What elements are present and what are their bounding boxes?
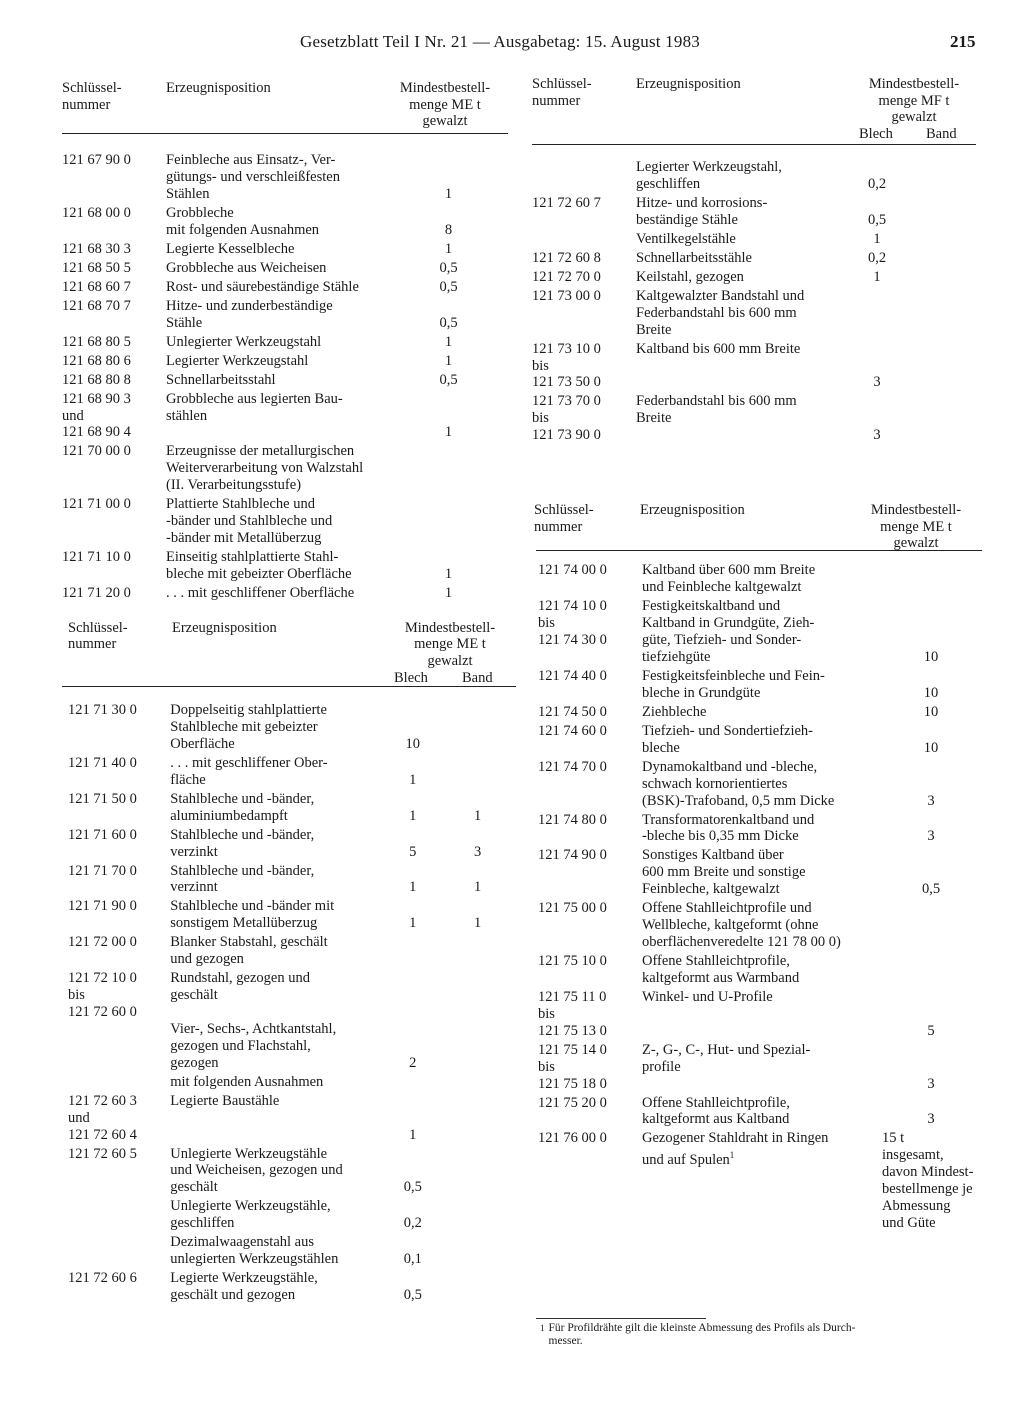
product-name: mit folgenden Ausnahmen <box>170 1073 324 1090</box>
min-order-value: 10 <box>923 648 939 665</box>
table-row <box>68 898 512 934</box>
key-number: 121 74 70 0 <box>538 758 607 775</box>
table-row <box>62 205 471 241</box>
key-number: 121 71 30 0 <box>68 701 137 718</box>
min-order-value: 0,5 <box>403 1287 422 1304</box>
product-name: Keilstahl, gezogen <box>636 268 744 285</box>
product-name: Schnellarbeitsstähle <box>636 249 752 266</box>
header-min-order-mf: Mindestbestell- menge MF t gewalzt <box>868 76 960 125</box>
min-order-value: 1 <box>409 879 417 896</box>
key-number: 121 68 70 7 <box>62 297 131 314</box>
key-number: 121 71 90 0 <box>68 898 137 915</box>
key-number: 121 75 14 0 bis 121 75 18 0 <box>538 1041 607 1092</box>
table-row <box>62 241 471 260</box>
min-order-value: 2 <box>409 1054 417 1071</box>
table-row <box>532 393 978 446</box>
table-row <box>62 353 471 372</box>
min-order-value: 1 <box>444 240 453 257</box>
min-order-value: 3 <box>873 374 881 391</box>
min-order-value: 15 t insgesamt, davon Mindest- bestellmenge je Abmessung und Güte <box>882 1130 974 1231</box>
table-row <box>62 549 471 585</box>
header-product: Erzeugnisposition <box>636 76 741 92</box>
key-number: 121 68 50 5 <box>62 259 131 276</box>
band-value <box>443 1074 512 1093</box>
key-number: 121 71 60 0 <box>68 826 137 843</box>
table-row <box>62 334 471 353</box>
header-key: Schlüssel- nummer <box>532 76 592 109</box>
min-order-value: 0,5 <box>921 881 941 898</box>
band-value <box>908 159 978 195</box>
min-order-value <box>878 953 984 989</box>
min-order-value <box>846 288 908 341</box>
table-row <box>538 1095 984 1131</box>
table-row <box>62 298 471 334</box>
table-row <box>532 269 978 288</box>
table-row <box>532 159 978 195</box>
table-c-body <box>532 159 978 446</box>
product-name: Legierter Werkzeugstahl, geschliffen <box>636 159 782 192</box>
key-number: 121 68 30 3 <box>62 240 131 257</box>
product-name: Erzeugnisse der metallurgischen Weiterverarbeitung von Walzstahl (II. Verarbeitungsstufe) <box>166 443 364 494</box>
min-order-value: 5 <box>409 843 417 860</box>
key-number: 121 72 60 8 <box>532 249 601 266</box>
key-number: 121 68 80 5 <box>62 333 131 350</box>
product-name: Kaltgewalzter Bandstahl und Federbandstahl bis 600 mm Breite <box>636 287 805 338</box>
band-value <box>443 1270 512 1306</box>
min-order-value: 10 <box>923 703 939 720</box>
product-name: . . . mit geschliffener Oberfläche <box>166 584 355 601</box>
key-number <box>68 1074 170 1093</box>
band-value: 1 <box>474 915 482 932</box>
table-row <box>538 1042 984 1095</box>
table-d <box>532 502 984 1234</box>
key-number: 121 72 60 3 und 121 72 60 4 <box>68 1092 137 1143</box>
key-number: 121 68 80 6 <box>62 352 131 369</box>
table-row <box>532 250 978 269</box>
min-order-value: 0,5 <box>439 371 458 388</box>
band-value <box>908 341 978 394</box>
key-number <box>68 1234 170 1270</box>
min-order-value: 3 <box>927 828 935 845</box>
page-number: 215 <box>950 32 976 51</box>
header-min-order: Mindestbestell- menge ME t gewalzt <box>404 619 496 669</box>
table-a-body <box>62 152 471 604</box>
key-number: 121 72 60 6 <box>68 1270 137 1287</box>
product-name: Festigkeitsfeinbleche und Fein- bleche in Grundgüte <box>642 667 825 701</box>
table-row <box>68 1093 512 1146</box>
product-name: Rost- und säurebeständige Stähle <box>166 278 359 295</box>
min-order-value: 10 <box>923 684 939 701</box>
header-key: Schlüssel- nummer <box>68 619 128 653</box>
table-row <box>538 900 984 953</box>
band-value <box>443 1093 512 1146</box>
table-row <box>68 970 512 1074</box>
table-row <box>68 1234 512 1270</box>
footnote-text: Für Profildrähte gilt die kleinste Abmessung des Profils als Durch- messer. <box>548 1322 856 1347</box>
key-number: 121 71 00 0 <box>62 496 131 513</box>
min-order-value: 0,1 <box>403 1251 422 1268</box>
min-order-value: 0,2 <box>403 1215 422 1232</box>
product-name: Stahlbleche und -bänder, verzinkt <box>170 826 315 860</box>
product-name: Transformatorenkaltband und -bleche bis 0,35 mm Dicke <box>642 811 815 845</box>
footnote-rule <box>536 1318 706 1319</box>
min-order-value: 1 <box>873 268 881 285</box>
product-name: Blanker Stabstahl, geschält und gezogen <box>170 934 328 968</box>
key-number: 121 70 00 0 <box>62 443 131 460</box>
table-b-header <box>62 620 512 684</box>
product-name: Offene Stahlleichtprofile, kaltgeformt aus Warmband <box>642 953 800 986</box>
product-name: Kaltband über 600 mm Breite und Feinbleche kaltgewalzt <box>642 562 816 596</box>
product-name: Z-, G-, C-, Hut- und Spezial- profile <box>642 1041 811 1075</box>
product-name: Sonstiges Kaltband über 600 mm Breite und sonstige Feinbleche, kaltgewalzt <box>642 847 806 898</box>
product-name: Schnellarbeitsstahl <box>166 371 276 388</box>
product-name: Legierter Werkzeugstahl <box>166 352 309 369</box>
table-row <box>62 391 471 444</box>
min-order-value: 1 <box>444 185 453 202</box>
table-c-header <box>532 76 984 144</box>
min-order-value: 10 <box>923 739 939 756</box>
table-row <box>538 562 984 598</box>
band-value <box>443 1234 512 1270</box>
min-order-value: 0,5 <box>439 314 458 331</box>
key-number: 121 71 50 0 <box>68 790 137 807</box>
header-product: Erzeugnisposition <box>640 502 745 519</box>
product-name: Kaltband bis 600 mm Breite <box>636 340 801 357</box>
key-number: 121 73 00 0 <box>532 287 601 304</box>
band-value <box>443 702 512 755</box>
footnote-ref: 1 <box>729 1150 735 1161</box>
min-order-value: 1 <box>409 771 417 788</box>
product-name: Stahlbleche und -bänder, aluminiumbedampft <box>170 790 315 824</box>
product-name: Hitze- und korrosions- beständige Stähle <box>636 194 768 228</box>
table-row <box>68 1270 512 1306</box>
product-name: Dynamokaltband und -bleche, schwach kornorientiertes (BSK)-Trafoband, 0,5 mm Dicke <box>642 758 835 809</box>
header-min-order: Mindestbestell- menge ME t gewalzt <box>399 80 491 129</box>
table-d-body <box>538 562 984 1234</box>
product-name: Feinbleche aus Einsatz-, Ver- gütungs- und verschleißfesten Stählen <box>166 152 340 202</box>
table-row <box>62 443 471 496</box>
min-order-value: 0,2 <box>867 175 887 192</box>
table-row <box>538 704 984 723</box>
product-name: Stahlbleche und -bänder, verzinnt <box>170 862 315 896</box>
band-value <box>908 231 978 250</box>
key-number: 121 74 60 0 <box>538 722 607 739</box>
table-d-header <box>532 502 984 550</box>
key-number: 121 68 60 7 <box>62 278 131 295</box>
table-row <box>538 668 984 704</box>
key-number: 121 68 90 3 und 121 68 90 4 <box>62 390 131 441</box>
table-row <box>538 989 984 1042</box>
key-number <box>532 231 636 250</box>
table-row <box>538 812 984 848</box>
page-header <box>0 32 1024 56</box>
key-number: 121 72 60 7 <box>532 194 601 211</box>
band-value <box>908 269 978 288</box>
right-column <box>532 76 984 1347</box>
min-order-value <box>426 443 471 496</box>
product-name: Doppelseitig stahlplattierte Stahlbleche mit gebeizter Oberfläche <box>170 701 327 752</box>
table-row <box>62 279 471 298</box>
product-name: Plattierte Stahlbleche und -bänder und Stahlbleche und -bänder mit Metallüberzug <box>166 496 333 547</box>
key-number: 121 67 90 0 <box>62 152 131 168</box>
band-value <box>908 250 978 269</box>
product-name: Offene Stahlleichtprofile und Wellbleche, kaltgeformt (ohne oberflächenveredelte 121 78 00 0) <box>642 900 841 951</box>
product-name: Ventilkegelstähle <box>636 230 736 247</box>
key-number: 121 74 40 0 <box>538 667 607 684</box>
min-order-value: 1 <box>444 333 453 350</box>
table-row <box>538 723 984 759</box>
header-product: Erzeugnisposition <box>166 80 271 96</box>
table-row <box>62 585 471 604</box>
key-number: 121 75 10 0 <box>538 953 607 970</box>
key-number: 121 73 70 0 bis 121 73 90 0 <box>532 393 601 444</box>
header-blech: Blech <box>394 669 428 686</box>
min-order-value: 1 <box>409 1126 417 1143</box>
key-number: 121 75 11 0 bis 121 75 13 0 <box>538 988 607 1039</box>
product-name: Legierte Werkzeugstähle, geschält und gezogen <box>170 1270 318 1304</box>
min-order-value: 1 <box>409 915 417 932</box>
table-row <box>532 288 978 341</box>
band-value <box>443 755 512 791</box>
key-number: 121 72 00 0 <box>68 934 137 951</box>
header-band: Band <box>926 126 957 142</box>
product-name: Dezimalwaagenstahl aus unlegierten Werkzeugstählen <box>170 1234 339 1268</box>
table-row <box>62 496 471 549</box>
header-key: Schlüssel- nummer <box>62 80 122 113</box>
product-name: Festigkeitskaltband und Kaltband in Grundgüte, Zieh- güte, Tiefzieh- und Sonder- tiefziehgüte <box>642 598 815 665</box>
band-value <box>443 1198 512 1234</box>
key-number: 121 76 00 0 <box>538 1130 607 1147</box>
product-name: Federbandstahl bis 600 mm Breite <box>636 393 797 427</box>
table-row <box>62 260 471 279</box>
table-row <box>68 791 512 827</box>
band-value <box>443 970 512 1074</box>
table-row <box>538 759 984 812</box>
band-value: 3 <box>474 843 482 860</box>
band-value <box>908 195 978 231</box>
key-number: 121 68 80 8 <box>62 371 131 388</box>
table-c <box>532 76 984 446</box>
key-number: 121 74 80 0 <box>538 811 607 828</box>
table-row <box>68 1198 512 1234</box>
product-name: Legierte Baustähle <box>170 1092 280 1109</box>
product-name: Rundstahl, gezogen und geschält Vier-, Sechs-, Achtkantstahl, gezogen und Flachstahl, gezogen <box>170 970 337 1071</box>
key-number: 121 74 90 0 <box>538 847 607 864</box>
header-band: Band <box>462 669 493 686</box>
min-order-value: 3 <box>927 1111 935 1128</box>
table-row <box>68 755 512 791</box>
min-order-value <box>382 934 443 970</box>
min-order-value: 3 <box>927 792 935 809</box>
table-row <box>68 827 512 863</box>
key-number: 121 74 10 0 bis 121 74 30 0 <box>538 598 607 648</box>
band-value <box>443 1146 512 1199</box>
key-number: 121 71 40 0 <box>68 754 137 771</box>
table-row <box>68 1074 512 1093</box>
key-number <box>68 1198 170 1234</box>
min-order-value: 3 <box>927 1075 935 1092</box>
table-row <box>68 934 512 970</box>
product-name: Unlegierte Werkzeugstähle und Weicheisen, gezogen und geschält <box>170 1145 343 1196</box>
table-a <box>62 80 512 604</box>
band-value <box>443 934 512 970</box>
min-order-value: 3 <box>873 427 881 444</box>
band-value: 1 <box>474 807 482 824</box>
header-key: Schlüssel- nummer <box>534 502 594 535</box>
min-order-value: 0,5 <box>439 278 458 295</box>
min-order-value: 1 <box>444 584 453 601</box>
product-name: Ziehbleche <box>642 703 707 720</box>
product-name: . . . mit geschliffener Ober- fläche <box>170 754 328 788</box>
band-value: 1 <box>474 879 482 896</box>
product-name: Legierte Kesselbleche <box>166 240 295 257</box>
table-row <box>68 702 512 755</box>
footnote-block <box>536 1318 982 1348</box>
key-number: 121 72 10 0 bis 121 72 60 0 <box>68 970 137 1021</box>
table-row <box>62 152 471 205</box>
product-name: Tiefzieh- und Sondertiefzieh- bleche <box>642 722 813 756</box>
min-order-value: 0,5 <box>403 1179 422 1196</box>
min-order-value: 1 <box>444 565 453 582</box>
header-min-order: Mindestbestell- menge ME t gewalzt <box>870 502 962 552</box>
left-column <box>62 80 512 1306</box>
key-number: 121 75 20 0 <box>538 1094 607 1111</box>
product-name: Offene Stahlleichtprofile, kaltgeformt aus Kaltband <box>642 1094 790 1128</box>
band-value <box>908 393 978 446</box>
table-row <box>68 1146 512 1199</box>
min-order-value: 0,2 <box>867 249 887 266</box>
product-name: Unlegierte Werkzeugstähle, geschliffen <box>170 1198 331 1232</box>
key-number: 121 74 00 0 <box>538 562 607 579</box>
product-name: Grobbleche mit folgenden Ausnahmen <box>166 204 320 238</box>
table-row <box>538 598 984 668</box>
product-name: Einseitig stahlplattierte Stahl- bleche mit gebeizter Oberfläche <box>166 549 352 582</box>
key-number: 121 71 10 0 <box>62 549 131 566</box>
table-row <box>532 341 978 394</box>
footnote <box>536 1322 982 1348</box>
min-order-value <box>382 1074 443 1093</box>
min-order-value: 8 <box>444 221 453 238</box>
key-number <box>532 159 636 195</box>
table-row <box>538 1130 984 1234</box>
min-order-value <box>878 562 984 598</box>
key-number: 121 71 70 0 <box>68 862 137 879</box>
table-row <box>538 847 984 900</box>
min-order-value <box>878 900 984 953</box>
table-a-header <box>62 80 512 133</box>
min-order-value: 0,5 <box>867 211 887 228</box>
band-value <box>908 288 978 341</box>
min-order-value: 1 <box>409 807 417 824</box>
key-number: 121 75 00 0 <box>538 900 607 917</box>
table-row <box>532 231 978 250</box>
product-name: Stahlbleche und -bänder mit sonstigem Metallüberzug <box>170 898 335 932</box>
product-name: Unlegierter Werkzeugstahl <box>166 333 322 350</box>
min-order-value: 0,5 <box>439 259 458 276</box>
min-order-value: 1 <box>444 424 453 441</box>
page-title: Gesetzblatt Teil I Nr. 21 — Ausgabetag: 15. August 1983 <box>300 32 700 51</box>
table-row <box>62 372 471 391</box>
product-name: Winkel- und U-Profile <box>642 988 773 1005</box>
key-number: 121 73 10 0 bis 121 73 50 0 <box>532 340 601 391</box>
key-number: 121 72 60 5 <box>68 1145 137 1162</box>
key-number: 121 68 00 0 <box>62 204 131 221</box>
product-name: Grobbleche aus legierten Bau- stählen <box>166 390 343 424</box>
key-number: 121 74 50 0 <box>538 703 607 720</box>
min-order-value: 1 <box>444 352 453 369</box>
header-product: Erzeugnisposition <box>172 619 277 636</box>
table-b-body <box>68 702 512 1306</box>
min-order-value: 1 <box>873 230 881 247</box>
header-blech: Blech <box>859 126 893 142</box>
key-number: 121 71 20 0 <box>62 584 131 601</box>
product-name: Gezogener Stahldraht in Ringen und auf Spulen$^1$ <box>642 1130 829 1169</box>
product-name: Grobbleche aus Weicheisen <box>166 259 327 276</box>
min-order-value <box>426 496 471 549</box>
table-b <box>62 620 512 1306</box>
table-row <box>538 953 984 989</box>
key-number: 121 72 70 0 <box>532 268 601 285</box>
table-row <box>532 195 978 231</box>
table-row <box>68 863 512 899</box>
min-order-value: 10 <box>405 735 421 752</box>
product-name: Hitze- und zunderbeständige Stähle <box>166 297 333 331</box>
footnote-marker: 1 <box>540 1323 545 1333</box>
min-order-value: 5 <box>927 1022 935 1039</box>
